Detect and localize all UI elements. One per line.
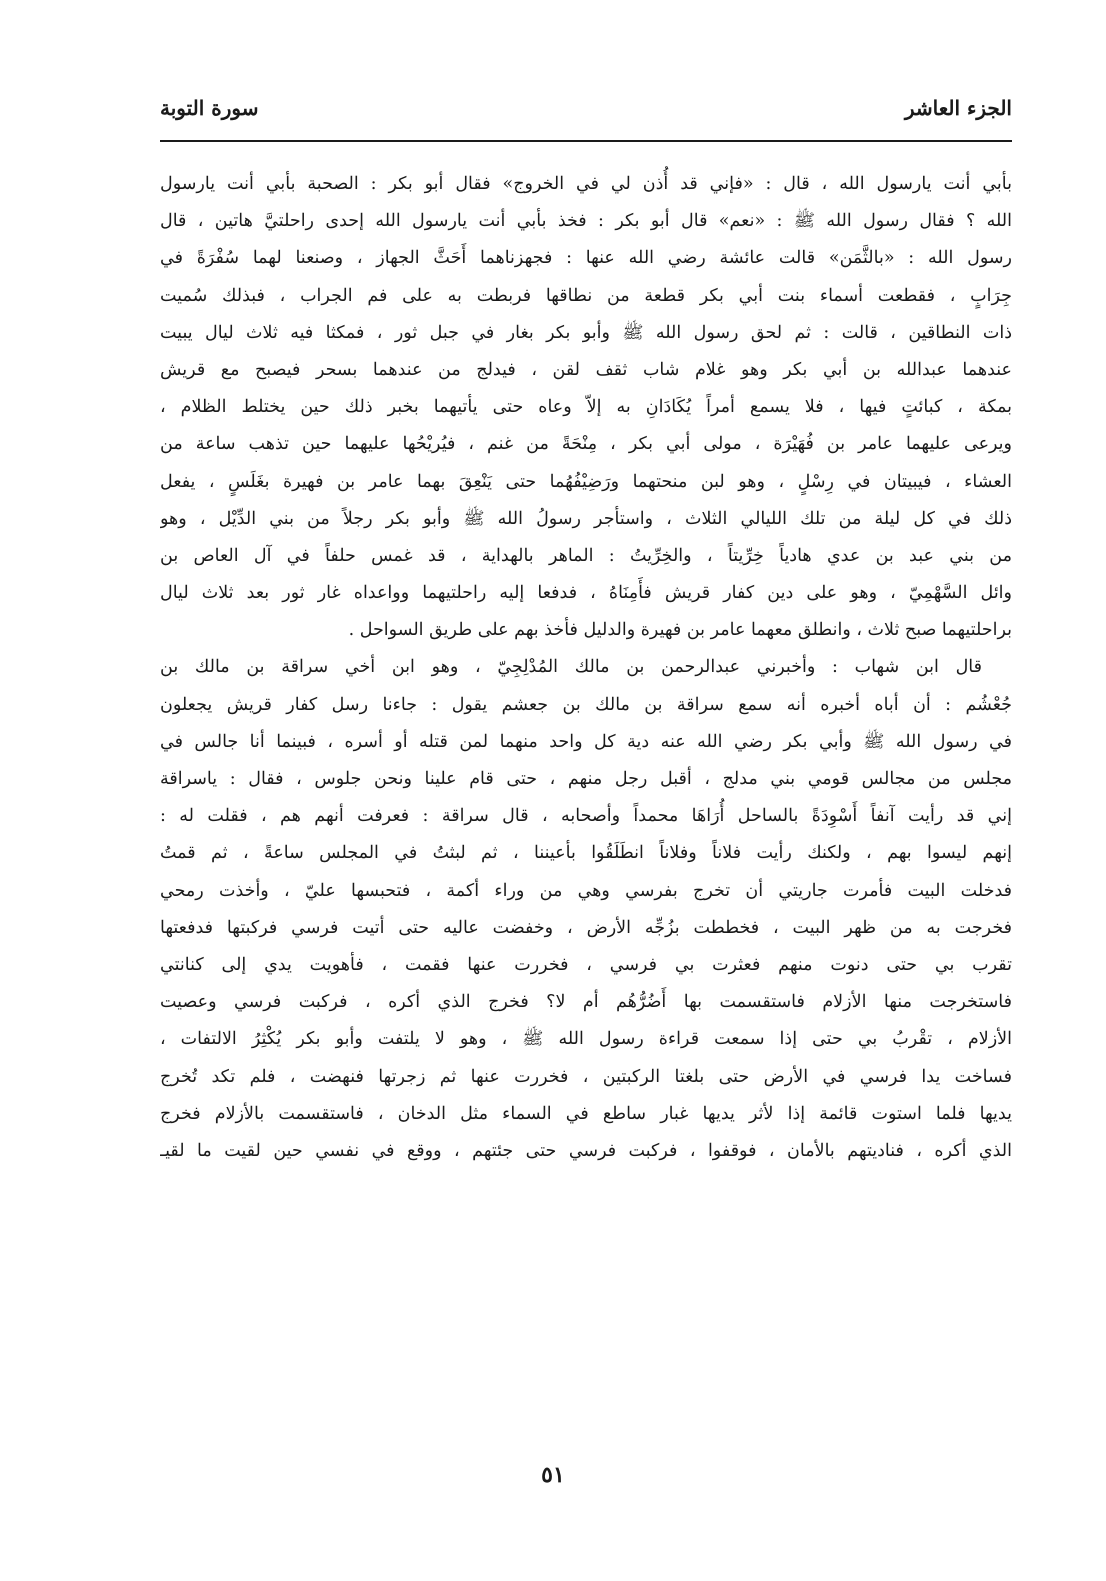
text-line: العشاء ، فيبيتان في رِسْلٍ ، وهو لبن منحتهما ورَضِيْفُهُما حتى يَنْعِقَ بهما عامر بن فهيرة بغَلَسٍ ، يفعل (160, 471, 1012, 492)
text-line: ويرعى عليهما عامر بن فُهَيْرَة ، مولى أبي بكر ، مِنْحَةً من غنم ، فيُريْحُها عليهما حين تذهب ساعة من (160, 434, 1012, 455)
text-line: جِرَابٍ ، فقطعت أسماء بنت أبي بكر قطعة من نطاقها فربطت به على فم الجراب ، فبذلك سُميت (160, 285, 1012, 306)
text-line: الله ؟ فقال رسول الله ﷺ : «نعم» قال أبو بكر : فخذ بأبي أنت يارسول الله إحدى راحلتيَّ هاتين ، قال (160, 211, 1012, 232)
text-line: قال ابن شهاب : وأخبرني عبدالرحمن بن مالك المُدْلِجِيّ ، وهو ابن أخي سراقة بن مالك بن (160, 657, 982, 678)
text-line: يديها فلما استوت قائمة إذا لأثر يديها غبار ساطع في السماء مثل الدخان ، فاستقسمت بالأزلام فخرج (160, 1103, 1012, 1124)
page-number: ٥١ (541, 1462, 565, 1488)
text-line: فخرجت به من ظهر البيت ، فخططت بزُجِّه الأرض ، وخفضت عاليه حتى أتيت فرسي فركبتها فدفعتها (160, 917, 1012, 938)
text-line: بمكة ، كبائتٍ فيها ، فلا يسمع أمراً يُكَادَانِ به إلاّ وعاه حتى يأتيهما بخبر ذلك حين يختلط الظلام ، (160, 397, 1012, 418)
text-line: ذلك في كل ليلة من تلك الليالي الثلاث ، واستأجر رسولُ الله ﷺ وأبو بكر رجلاً من بني الدِّيْل ، وهو (160, 508, 1012, 529)
text-line: إنهم ليسوا بهم ، ولكنك رأيت فلاناً وفلاناً انطَلَقُوا بأعيننا ، ثم لبثتُ في المجلس ساعةً ، ثم قمتُ (160, 843, 1012, 864)
text-line: فساخت يدا فرسي في الأرض حتى بلغتا الركبتين ، فخررت عنها ثم زجرتها فنهضت ، فلم تكد تُخرج (160, 1066, 1012, 1087)
text-line: وائل السَّهْمِيّ ، وهو على دين كفار قريش فأَمِنَاهُ ، فدفعا إليه راحلتيهما وواعداه غار ثور بعد ثلاث ليال (160, 583, 1012, 604)
text-line: رسول الله : «بالثَّمَن» قالت عائشة رضي الله عنها : فجهزناهما أَحَثَّ الجهاز ، وصنعنا لهما سُفْرَةً في (160, 248, 1012, 269)
text-line: الذي أكره ، فناديتهم بالأمان ، فوقفوا ، فركبت فرسي حتى جئتهم ، ووقع في نفسي حين لقيت ما لقيـ (160, 1140, 1012, 1161)
text-line: في رسول الله ﷺ وأبي بكر رضي الله عنه دية كل واحد منهما لمن قتله أو أسره ، فبينما أنا جالس في (160, 731, 1012, 752)
text-line: فاستخرجت منها الأزلام فاستقسمت بها أَضُرُّهُم أم لا؟ فخرج الذي أكره ، فركبت فرسي وعصيت (160, 992, 1012, 1013)
text-line: إني قد رأيت آنفاً أَسْوِدَةً بالساحل أُرَاهَا محمداً وأصحابه ، قال سراقة : فعرفت أنهم هم ، فقلت له : (160, 806, 1012, 827)
text-line: الأزلام ، تقْربُ بي حتى إذا سمعت قراءة رسول الله ﷺ ، وهو لا يلتفت وأبو بكر يُكْثِرُ الالتفات ، (160, 1029, 1012, 1050)
part-title: الجزء العاشر (904, 96, 1012, 120)
header-divider (160, 140, 1012, 142)
text-line: جُعْشُم : أن أباه أخبره أنه سمع سراقة بن مالك بن جعشم يقول : جاءنا رسل كفار قريش يجعلون (160, 694, 1012, 715)
text-line: عندهما عبدالله بن أبي بكر وهو غلام شاب ثقف لقن ، فيدلج من عندهما بسحر فيصبح مع قريش (160, 359, 1012, 380)
text-line: بأبي أنت يارسول الله ، قال : «فإني قد أُذن لي في الخروج» فقال أبو بكر : الصحبة بأبي أنت يارسول (160, 174, 1012, 194)
surah-title: سورة التوبة (160, 96, 259, 120)
page-body (160, 166, 1012, 1170)
text-line: ذات النطاقين ، قالت : ثم لحق رسول الله ﷺ وأبو بكر بغار في جبل ثور ، فمكثا فيه ثلاث ليال يبيت (160, 322, 1012, 343)
text-line: براحلتيهما صبح ثلاث ، وانطلق معهما عامر بن فهيرة والدليل فأخذ بهم على طريق السواحل . (348, 620, 1012, 641)
text-line: تقرب بي حتى دنوت منهم فعثرت بي فرسي ، فخررت عنها فقمت ، فأهويت يدي إلى كنانتي (160, 954, 1012, 975)
text-line: فدخلت البيت فأمرت جاريتي أن تخرج بفرسي وهي من وراء أكمة ، فتحبسها عليّ ، وأخذت رمحي (160, 880, 1012, 901)
page-header (160, 92, 1012, 132)
text-line: مجلس من مجالس قومي بني مدلج ، أقبل رجل منهم ، حتى قام علينا ونحن جلوس ، فقال : ياسراقة (160, 769, 1012, 789)
text-line: من بني عبد بن عدي هادياً خِرِّيتاً ، والخِرِّيتُ : الماهر بالهداية ، قد غمس حلفاً في آل العاص بن (160, 545, 1012, 566)
